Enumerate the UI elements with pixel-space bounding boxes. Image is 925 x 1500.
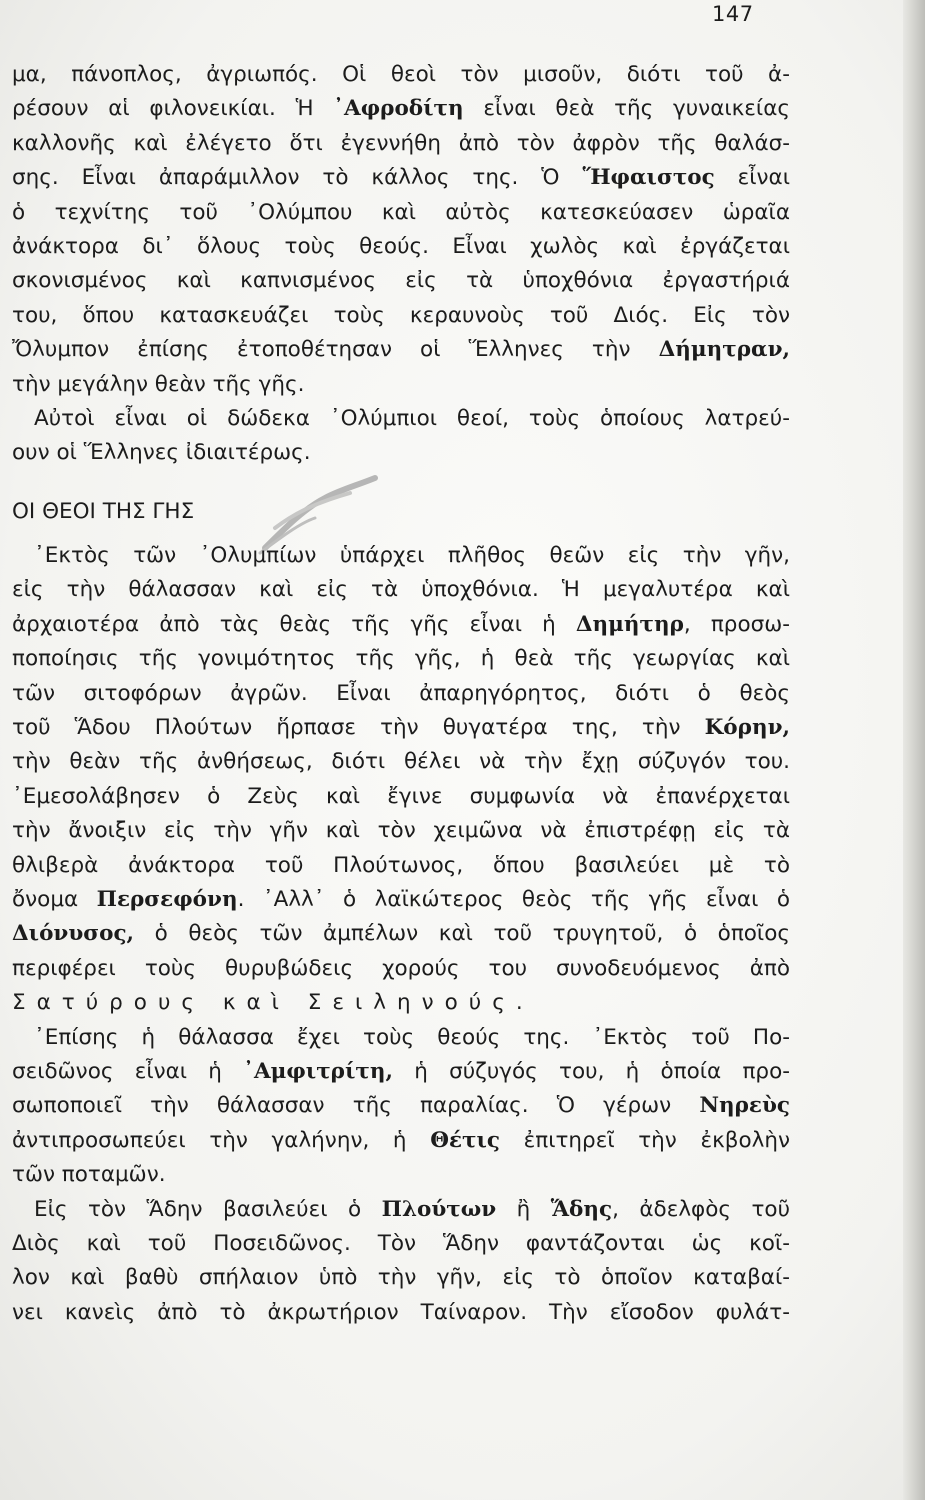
text-run: σης. Εἶναι ἀπαράμιλλον τὸ κάλλος της. Ὁ xyxy=(12,165,583,191)
bold-name: ᾿Αφροδίτη xyxy=(333,96,464,122)
text-run: τὴν μεγάλην θεὰν τῆς γῆς. xyxy=(12,371,305,397)
text-run: εἶναι θεὰ τῆς γυναικείας xyxy=(463,96,790,122)
bold-name: Περσεφόνη xyxy=(96,886,238,912)
text-line xyxy=(12,1055,790,1089)
text-line xyxy=(12,1124,790,1158)
text-run: ὄνομα xyxy=(12,886,97,912)
bold-name: ᾿Αμφιτρίτη, xyxy=(243,1058,393,1084)
text-line xyxy=(12,745,790,779)
bold-name: Θέτις xyxy=(430,1127,500,1153)
text-run: μα, πάνοπλος, ἀγριωπός. Οἱ θεοὶ τὸν μισοῦν, διότι τοῦ ἀ- xyxy=(12,62,790,87)
text-run: τῶν ποταμῶν. xyxy=(12,1162,166,1188)
section-heading: ΟΙ ΘΕΟΙ ΤΗΣ ΓΗΣ xyxy=(12,498,195,524)
text-line xyxy=(12,1227,790,1261)
text-run: ρέσουν αἱ φιλονεικίαι. Ἡ xyxy=(12,96,334,122)
bold-name: Νηρεὺς xyxy=(699,1093,790,1119)
text-line xyxy=(12,333,790,367)
text-run: τοῦ Ἅδου Πλούτων ἥρπασε τὴν θυγατέρα της, τὴν xyxy=(12,715,705,741)
text-run: ἀνάκτορα δι᾿ ὅλους τοὺς θεούς. Εἶναι χωλὸς καὶ ἐργάζεται xyxy=(12,233,790,259)
text-line xyxy=(12,161,790,195)
page-number: 147 xyxy=(712,2,754,26)
text-line xyxy=(12,814,790,848)
text-line xyxy=(12,196,790,230)
text-run: Σατύρους καὶ Σειληνούς. xyxy=(12,990,534,1016)
bold-name: Πλούτων xyxy=(381,1196,497,1222)
text-run: Ὄλυμπον ἐπίσης ἐτοποθέτησαν οἱ Ἕλληνες τὴν xyxy=(12,337,659,363)
text-run: ἡ σύζυγός του, ἡ ὁποία προ- xyxy=(392,1058,790,1084)
text-run: ὁ τεχνίτης τοῦ ᾿Ολύμπου καὶ αὐτὸς κατεσκεύασεν ὡραῖα xyxy=(12,199,790,225)
text-run: σκονισμένος καὶ καπνισμένος εἰς τὰ ὑποχθόνια ἐργαστήριά xyxy=(12,268,790,294)
text-run: ᾿Εκτὸς τῶν ᾿Ολυμπίων ὑπάρχει πλῆθος θεῶν εἰς τὴν γῆν, xyxy=(34,543,790,569)
bold-name: Διόνυσος, xyxy=(12,921,135,947)
text-line xyxy=(12,952,790,986)
text-line xyxy=(12,230,790,264)
text-run: καλλονῆς καὶ ἐλέγετο ὅτι ἐγεννήθη ἀπὸ τὸν ἀφρὸν τῆς θαλάσ- xyxy=(12,130,790,156)
bold-name: Δημήτηρ xyxy=(575,611,684,637)
page-edge-shadow xyxy=(903,0,925,1500)
text-line xyxy=(12,573,790,607)
text-line xyxy=(12,917,790,951)
text-run: ἀρχαιοτέρα ἀπὸ τὰς θεὰς τῆς γῆς εἶναι ἡ xyxy=(12,611,576,637)
text-run: , προσω- xyxy=(683,611,790,637)
text-line xyxy=(12,1261,790,1295)
text-line xyxy=(12,883,790,917)
text-line xyxy=(12,402,790,436)
text-run: σειδῶνος εἶναι ἡ xyxy=(12,1058,244,1084)
text-line xyxy=(12,127,790,161)
text-run: ἐπιτηρεῖ τὴν ἐκβολὴν xyxy=(499,1127,790,1153)
text-run: ᾿Επίσης ἡ θάλασσα ἔχει τοὺς θεούς της. ᾿Εκτὸς τοῦ Πο- xyxy=(34,1024,790,1050)
text-line xyxy=(12,608,790,642)
text-line xyxy=(12,780,790,814)
bold-name: Ἅδης xyxy=(550,1196,613,1222)
text-run: σωποποιεῖ τὴν θάλασσαν τῆς παραλίας. Ὁ γέρων xyxy=(12,1093,700,1119)
text-run: ἢ xyxy=(496,1196,551,1222)
text-run: περιφέρει τοὺς θυρυβώδεις χορούς του συνοδευόμενος ἀπὸ xyxy=(12,955,790,981)
text-run: ᾿Εμεσολάβησεν ὁ Ζεὺς καὶ ἔγινε συμφωνία νὰ ἐπανέρχεται xyxy=(12,783,790,809)
text-run: ὁ θεὸς τῶν ἀμπέλων καὶ τοῦ τρυγητοῦ, ὁ ὁποῖος xyxy=(134,921,790,947)
text-line xyxy=(12,58,790,92)
text-run: τῶν σιτοφόρων ἀγρῶν. Εἶναι ἀπαρηγόρητος, διότι ὁ θεὸς xyxy=(12,680,790,706)
text-run: νει κανεὶς ἀπὸ τὸ ἀκρωτήριον Ταίναρον. Τὴν εἴσοδον φυλάτ- xyxy=(12,1299,790,1325)
text-line xyxy=(12,436,790,470)
text-line xyxy=(12,264,790,298)
text-run: Εἰς τὸν Ἅδην βασιλεύει ὁ xyxy=(34,1196,382,1222)
text-run: Αὐτοὶ εἶναι οἱ δώδεκα ᾿Ολύμπιοι θεοί, τοὺς ὁποίους λατρεύ- xyxy=(34,405,790,431)
text-run: ἀντιπροσωπεύει τὴν γαλήνην, ἡ xyxy=(12,1127,431,1153)
bold-name: Δήμητραν, xyxy=(658,337,790,363)
text-run: ποποίησις τῆς γονιμότητος τῆς γῆς, ἡ θεὰ τῆς γεωργίας καὶ xyxy=(12,646,790,672)
text-line xyxy=(12,299,790,333)
text-line xyxy=(12,1296,790,1330)
text-run: , ἀδελφὸς τοῦ xyxy=(612,1196,790,1222)
text-line xyxy=(12,1021,790,1055)
text-line xyxy=(12,677,790,711)
text-run: ουν οἱ Ἕλληνες ἰδιαιτέρως. xyxy=(12,440,311,466)
text-run: τὴν ἄνοιξιν εἰς τὴν γῆν καὶ τὸν χειμῶνα νὰ ἐπιστρέφῃ εἰς τὰ xyxy=(12,818,790,844)
text-line xyxy=(12,642,790,676)
text-run: εἶναι xyxy=(714,165,790,191)
text-run: . ᾿Αλλ᾿ ὁ λαϊκώτερος θεὸς τῆς γῆς εἶναι ὁ xyxy=(237,886,790,912)
text-line xyxy=(12,711,790,745)
text-line xyxy=(12,1158,790,1192)
bold-name: Κόρην, xyxy=(704,715,790,741)
text-line xyxy=(12,539,790,573)
text-line xyxy=(12,92,790,126)
text-line xyxy=(12,986,790,1020)
text-line xyxy=(12,1089,790,1123)
body-text xyxy=(12,58,790,1330)
text-line xyxy=(12,849,790,883)
bold-name: Ἥφαιστος xyxy=(582,165,715,191)
text-run: Διὸς καὶ τοῦ Ποσειδῶνος. Τὸν Ἅδην φαντάζονται ὡς κοῖ- xyxy=(12,1230,790,1256)
text-run: του, ὅπου κατασκευάζει τοὺς κεραυνοὺς τοῦ Διός. Εἰς τὸν xyxy=(12,302,790,328)
text-run: εἰς τὴν θάλασσαν καὶ εἰς τὰ ὑποχθόνια. Ἡ μεγαλυτέρα καὶ xyxy=(12,577,790,603)
text-run: τὴν θεὰν τῆς ἀνθήσεως, διότι θέλει νὰ τὴν ἔχῃ σύζυγόν του. xyxy=(12,749,790,775)
text-run: θλιβερὰ ἀνάκτορα τοῦ Πλούτωνος, ὅπου βασιλεύει μὲ τὸ xyxy=(12,852,790,878)
text-line xyxy=(12,1193,790,1227)
text-run: λον καὶ βαθὺ σπήλαιον ὑπὸ τὴν γῆν, εἰς τὸ ὁποῖον καταβαί- xyxy=(12,1265,790,1291)
text-line xyxy=(12,368,790,402)
